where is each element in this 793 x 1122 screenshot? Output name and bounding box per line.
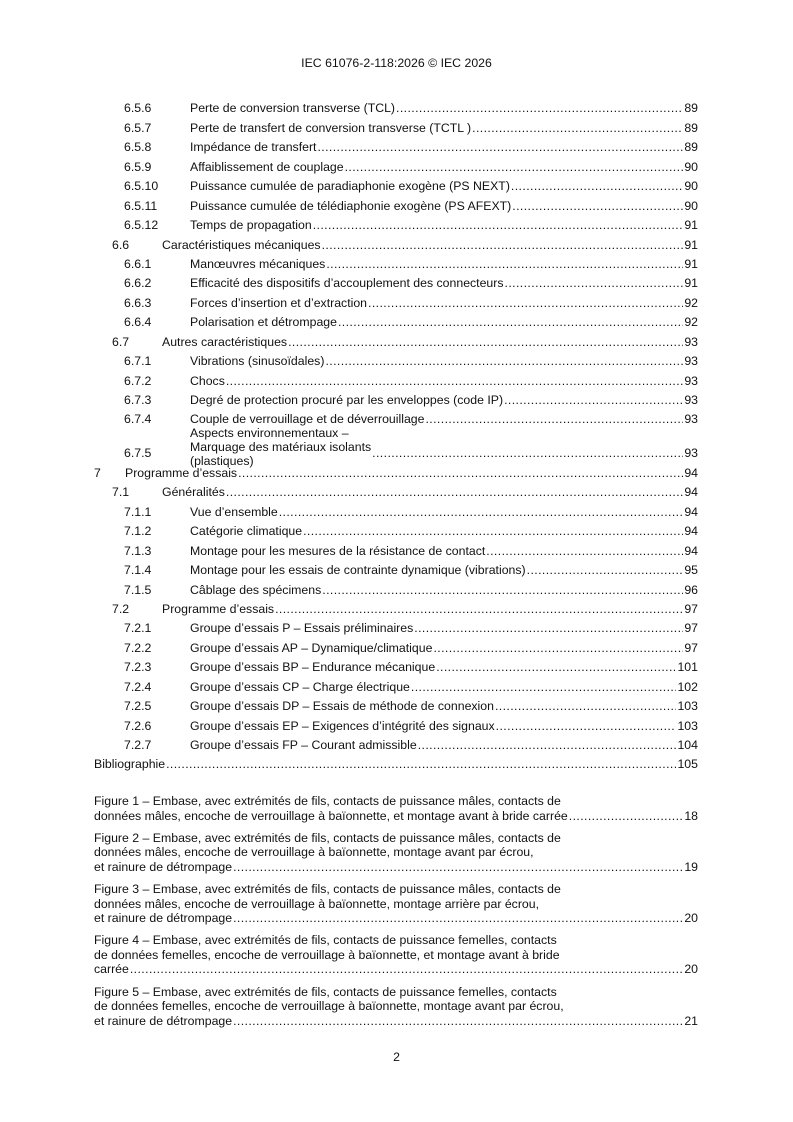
dot-leader — [512, 199, 683, 213]
figure-entry-page: 20 — [684, 962, 698, 977]
toc-entry-page: 97 — [684, 640, 698, 655]
toc-entry-title: Efficacité des dispositifs d’accouplement des connecteurs — [190, 276, 504, 291]
dot-leader — [233, 1014, 683, 1029]
toc-entry-page: 89 — [684, 120, 698, 135]
dot-leader — [279, 505, 684, 519]
toc-entry[interactable] — [94, 426, 698, 469]
toc-entry-page: 96 — [684, 582, 698, 597]
toc-entry-number: 6.5.12 — [124, 218, 159, 233]
toc-entry-title: Groupe d’essais AP – Dynamique/climatique — [190, 640, 433, 655]
toc-entry-number: 6.5.7 — [124, 120, 152, 135]
figure-entry[interactable] — [94, 933, 698, 977]
figure-entry[interactable] — [94, 831, 698, 875]
toc-entry-title: Perte de conversion transverse (TCL) — [190, 101, 396, 116]
toc-entry[interactable] — [94, 519, 698, 538]
toc-entry-title: Puissance cumulée de télédiaphonie exogène (PS AFEXT) — [190, 198, 512, 213]
toc-entry-page: 94 — [684, 524, 698, 539]
dot-leader — [275, 602, 683, 616]
toc-entry-title: Montage pour les essais de contrainte dynamique (vibrations) — [190, 563, 526, 578]
toc-entry-title: Manœuvres mécaniques — [190, 256, 326, 271]
toc-entry-number: 6.7 — [112, 334, 130, 349]
toc-entry-number: 6.7.5 — [124, 446, 152, 461]
figure-entry-last-line — [94, 809, 698, 824]
dot-leader — [411, 680, 677, 694]
dot-leader — [233, 911, 683, 926]
dot-leader — [345, 160, 684, 174]
toc-entry-number: 7.2.6 — [124, 718, 152, 733]
toc-entry[interactable] — [94, 154, 698, 173]
toc-entry-page: 103 — [677, 718, 698, 733]
toc-entry-page: 91 — [684, 218, 698, 233]
toc-entry-title: Degré de protection procuré par les enveloppes (code IP) — [190, 393, 504, 407]
toc-entry-page: 90 — [684, 179, 698, 194]
toc-entry-title: Puissance cumulée de paradiaphonie exogène (PS NEXT) — [190, 179, 510, 194]
toc-entry-number: 6.5.8 — [124, 140, 152, 155]
toc-entry[interactable] — [94, 499, 698, 518]
figure-entry-title-end: et rainure de détrompage — [94, 911, 233, 926]
toc-entry-title: Caractéristiques mécaniques — [162, 237, 321, 252]
toc-entry-page: 89 — [684, 101, 698, 116]
page-number: 2 — [393, 1050, 400, 1064]
toc-entry-number: 6.6.2 — [124, 276, 152, 291]
dot-leader — [504, 393, 683, 407]
toc-entry-number: 7.2 — [112, 601, 130, 616]
dot-leader — [511, 179, 683, 193]
toc-entry-page: 94 — [684, 485, 698, 500]
toc-entry-number: 7.1.3 — [124, 543, 152, 558]
dot-leader — [505, 276, 684, 290]
dot-leader — [372, 446, 683, 460]
figure-entry-title-end: données mâles, encoche de verrouillage à baïonnette, et montage avant à bride carrée — [94, 808, 568, 823]
toc-entry-title: Aspects environnementaux – Marquage des matériaux isolants (plastiques) — [190, 426, 372, 469]
toc-entry-number: 7 — [94, 465, 101, 480]
table-of-contents — [94, 96, 698, 771]
toc-entry-page: 91 — [684, 276, 698, 291]
toc-entry-title: Programme d’essais — [162, 601, 275, 616]
dot-leader — [226, 485, 683, 499]
toc-entry-title: Groupe d’essais EP – Exigences d’intégrité des signaux — [190, 718, 495, 733]
figure-entry-title-line: données mâles, encoche de verrouillage à baïonnette, montage arrière par écrou, — [94, 896, 540, 911]
dot-leader — [325, 354, 683, 368]
toc-entry-number: 6.5.11 — [124, 198, 158, 213]
toc-entry[interactable] — [94, 388, 698, 407]
figure-entry-title-line: données mâles, encoche de verrouillage à baïonnette, montage avant par écrou, — [94, 845, 534, 860]
toc-entry[interactable] — [94, 616, 698, 635]
figure-entry-last-line — [94, 962, 698, 977]
toc-entry-page: 93 — [684, 373, 698, 388]
dot-leader — [527, 563, 684, 577]
figure-entry-title-end: carrée — [94, 962, 129, 977]
dot-leader — [303, 524, 683, 538]
toc-entry-title: Groupe d’essais BP – Endurance mécanique — [190, 660, 436, 675]
list-of-figures — [94, 794, 698, 1036]
figure-entry-page: 21 — [684, 1013, 698, 1028]
toc-entry-title: Chocs — [190, 373, 225, 388]
toc-entry[interactable] — [94, 174, 698, 193]
toc-entry-number: 6.7.3 — [124, 393, 152, 407]
toc-entry[interactable] — [94, 115, 698, 134]
figure-entry-title-line: Figure 4 – Embase, avec extrémités de fils, contacts de puissance femelles, contacts — [94, 933, 557, 948]
toc-entry[interactable] — [94, 271, 698, 290]
toc-entry[interactable] — [94, 674, 698, 693]
toc-entry-title: Bibliographie — [94, 757, 166, 772]
toc-entry[interactable] — [94, 577, 698, 596]
toc-entry[interactable] — [94, 252, 698, 271]
toc-entry[interactable] — [94, 460, 698, 479]
toc-entry-number: 7.2.7 — [124, 738, 152, 752]
toc-entry-page: 91 — [684, 237, 698, 252]
dot-leader — [313, 218, 684, 232]
toc-entry-title: Câblage des spécimens — [190, 582, 322, 597]
dot-leader — [238, 466, 683, 480]
toc-entry-number: 6.6 — [112, 237, 130, 252]
toc-entry[interactable] — [94, 538, 698, 557]
dot-leader — [495, 699, 677, 713]
toc-entry-number: 7.1.1 — [124, 504, 152, 519]
dot-leader — [368, 296, 683, 310]
figure-entry[interactable] — [94, 882, 698, 926]
toc-entry-page: 103 — [677, 699, 698, 714]
toc-entry-page: 95 — [684, 563, 698, 578]
dot-leader — [436, 660, 676, 674]
toc-entry-number: 6.7.2 — [124, 373, 152, 388]
figure-entry[interactable] — [94, 985, 698, 1029]
toc-entry[interactable] — [94, 480, 698, 499]
toc-entry[interactable] — [94, 193, 698, 212]
dot-leader — [322, 583, 683, 597]
toc-entry-title: Groupe d’essais P – Essais préliminaires — [190, 621, 414, 636]
toc-entry-page: 93 — [684, 412, 698, 427]
toc-entry-page: 104 — [677, 738, 698, 752]
dot-leader — [414, 621, 683, 635]
toc-entry-page: 90 — [684, 159, 698, 174]
toc-entry-page: 92 — [684, 315, 698, 330]
dot-leader — [472, 121, 683, 135]
toc-entry-number: 7.2.4 — [124, 679, 152, 694]
figure-entry-title-line: Figure 2 – Embase, avec extrémités de fils, contacts de puissance mâles, contacts de — [94, 830, 561, 845]
toc-entry-page: 94 — [684, 543, 698, 558]
toc-entry-number: 6.6.3 — [124, 295, 152, 310]
toc-entry-title: Groupe d’essais FP – Courant admissible — [190, 738, 417, 752]
toc-entry-number: 7.1.5 — [124, 582, 152, 597]
toc-entry-number: 6.7.1 — [124, 354, 152, 369]
toc-entry[interactable] — [94, 310, 698, 329]
figure-entry-page: 20 — [684, 911, 698, 926]
toc-entry[interactable] — [94, 96, 698, 115]
toc-entry-page: 93 — [684, 334, 698, 349]
toc-entry-page: 92 — [684, 295, 698, 310]
dot-leader — [233, 860, 683, 875]
toc-entry[interactable] — [94, 558, 698, 577]
dot-leader — [433, 641, 683, 655]
dot-leader — [418, 738, 677, 752]
dot-leader — [326, 257, 683, 271]
dot-leader — [486, 544, 683, 558]
dot-leader — [166, 757, 676, 771]
toc-entry-page: 105 — [677, 757, 698, 772]
toc-entry[interactable] — [94, 290, 698, 309]
dot-leader — [226, 374, 683, 388]
toc-entry[interactable] — [94, 407, 698, 426]
toc-entry-title: Couple de verrouillage et de déverrouillage — [190, 412, 425, 427]
dot-leader — [425, 412, 683, 426]
toc-entry[interactable] — [94, 135, 698, 154]
toc-entry[interactable] — [94, 655, 698, 674]
page-header: IEC 61076-2-118:2026 © IEC 2026 — [301, 56, 492, 70]
toc-entry-title: Montage pour les mesures de la résistance de contact — [190, 543, 486, 558]
toc-entry-page: 94 — [684, 465, 698, 480]
toc-entry[interactable] — [94, 733, 698, 752]
toc-entry-title: Perte de transfert de conversion transverse (TCTL ) — [190, 120, 472, 135]
toc-entry[interactable] — [94, 597, 698, 616]
toc-entry[interactable] — [94, 349, 698, 368]
toc-entry[interactable] — [94, 329, 698, 348]
dot-leader — [322, 238, 684, 252]
dot-leader — [130, 962, 683, 977]
toc-entry-number: 7.2.2 — [124, 640, 152, 655]
figure-entry-last-line — [94, 911, 698, 926]
toc-entry-title: Programme d’essais — [125, 465, 238, 480]
toc-entry[interactable] — [94, 213, 698, 232]
dot-leader — [396, 101, 683, 115]
toc-entry-title: Groupe d’essais CP – Charge électrique — [190, 679, 410, 694]
dot-leader — [317, 140, 683, 154]
toc-entry[interactable] — [94, 694, 698, 713]
figure-entry[interactable] — [94, 794, 698, 823]
toc-entry-page: 97 — [684, 621, 698, 636]
toc-entry-title: Temps de propagation — [190, 218, 312, 233]
toc-entry-number: 7.2.3 — [124, 660, 152, 675]
figure-entry-last-line — [94, 1014, 698, 1029]
toc-entry-number: 7.2.5 — [124, 699, 152, 714]
figure-entry-page: 19 — [684, 859, 698, 874]
toc-entry-title: Polarisation et détrompage — [190, 315, 337, 330]
toc-entry-title: Groupe d’essais DP – Essais de méthode de connexion — [190, 699, 494, 714]
dot-leader — [569, 809, 684, 824]
toc-entry-title: Forces d’insertion et d’extraction — [190, 295, 368, 310]
figure-entry-title-line: Figure 1 – Embase, avec extrémités de fils, contacts de puissance mâles, contacts de — [94, 794, 561, 808]
toc-entry-number: 7.1.2 — [124, 524, 152, 539]
toc-entry-title: Impédance de transfert — [190, 140, 317, 155]
figure-entry-title-line: de données femelles, encoche de verrouillage à baïonnette, montage avant par écrou, — [94, 999, 564, 1014]
figure-entry-title-end: et rainure de détrompage — [94, 859, 233, 874]
toc-entry-title: Autres caractéristiques — [162, 334, 288, 349]
toc-entry-number: 6.5.10 — [124, 179, 159, 194]
dot-leader — [496, 719, 677, 733]
toc-entry-page: 91 — [684, 256, 698, 271]
figure-entry-title-line: Figure 5 – Embase, avec extrémités de fils, contacts de puissance femelles, contacts — [94, 984, 557, 999]
toc-entry-number: 6.6.1 — [124, 256, 152, 271]
dot-leader — [288, 335, 683, 349]
toc-entry-title: Vue d’ensemble — [190, 504, 278, 519]
toc-entry[interactable] — [94, 752, 698, 771]
toc-entry-title: Vibrations (sinusoïdales) — [190, 354, 325, 369]
toc-entry-page: 93 — [684, 446, 698, 461]
toc-entry-page: 102 — [677, 679, 698, 694]
toc-entry-number: 6.5.6 — [124, 101, 152, 116]
toc-entry-title: Catégorie climatique — [190, 524, 303, 539]
toc-entry[interactable] — [94, 232, 698, 251]
figure-entry-last-line — [94, 860, 698, 875]
figure-entry-title-line: de données femelles, encoche de verrouillage à baïonnette, et montage avant à bride — [94, 947, 560, 962]
dot-leader — [338, 315, 683, 329]
toc-entry[interactable] — [94, 368, 698, 387]
toc-entry-page: 89 — [684, 140, 698, 155]
toc-entry-title: Généralités — [162, 485, 225, 500]
toc-entry-page: 101 — [677, 660, 698, 675]
toc-entry-number: 7.1.4 — [124, 563, 152, 578]
toc-entry-number: 6.6.4 — [124, 315, 152, 330]
toc-entry-number: 6.5.9 — [124, 159, 152, 174]
toc-entry[interactable] — [94, 635, 698, 654]
toc-entry-number: 6.7.4 — [124, 412, 152, 427]
toc-entry-page: 93 — [684, 354, 698, 369]
toc-entry-page: 94 — [684, 504, 698, 519]
toc-entry[interactable] — [94, 713, 698, 732]
toc-entry-page: 97 — [684, 601, 698, 616]
toc-entry-page: 90 — [684, 198, 698, 213]
toc-entry-number: 7.1 — [112, 485, 130, 500]
figure-entry-page: 18 — [684, 808, 698, 823]
figure-entry-title-line: Figure 3 – Embase, avec extrémités de fils, contacts de puissance mâles, contacts de — [94, 881, 561, 896]
figure-entry-title-end: et rainure de détrompage — [94, 1013, 233, 1028]
toc-entry-number: 7.2.1 — [124, 621, 152, 636]
toc-entry-title: Affaiblissement de couplage — [190, 159, 344, 174]
toc-entry-page: 93 — [684, 393, 698, 407]
